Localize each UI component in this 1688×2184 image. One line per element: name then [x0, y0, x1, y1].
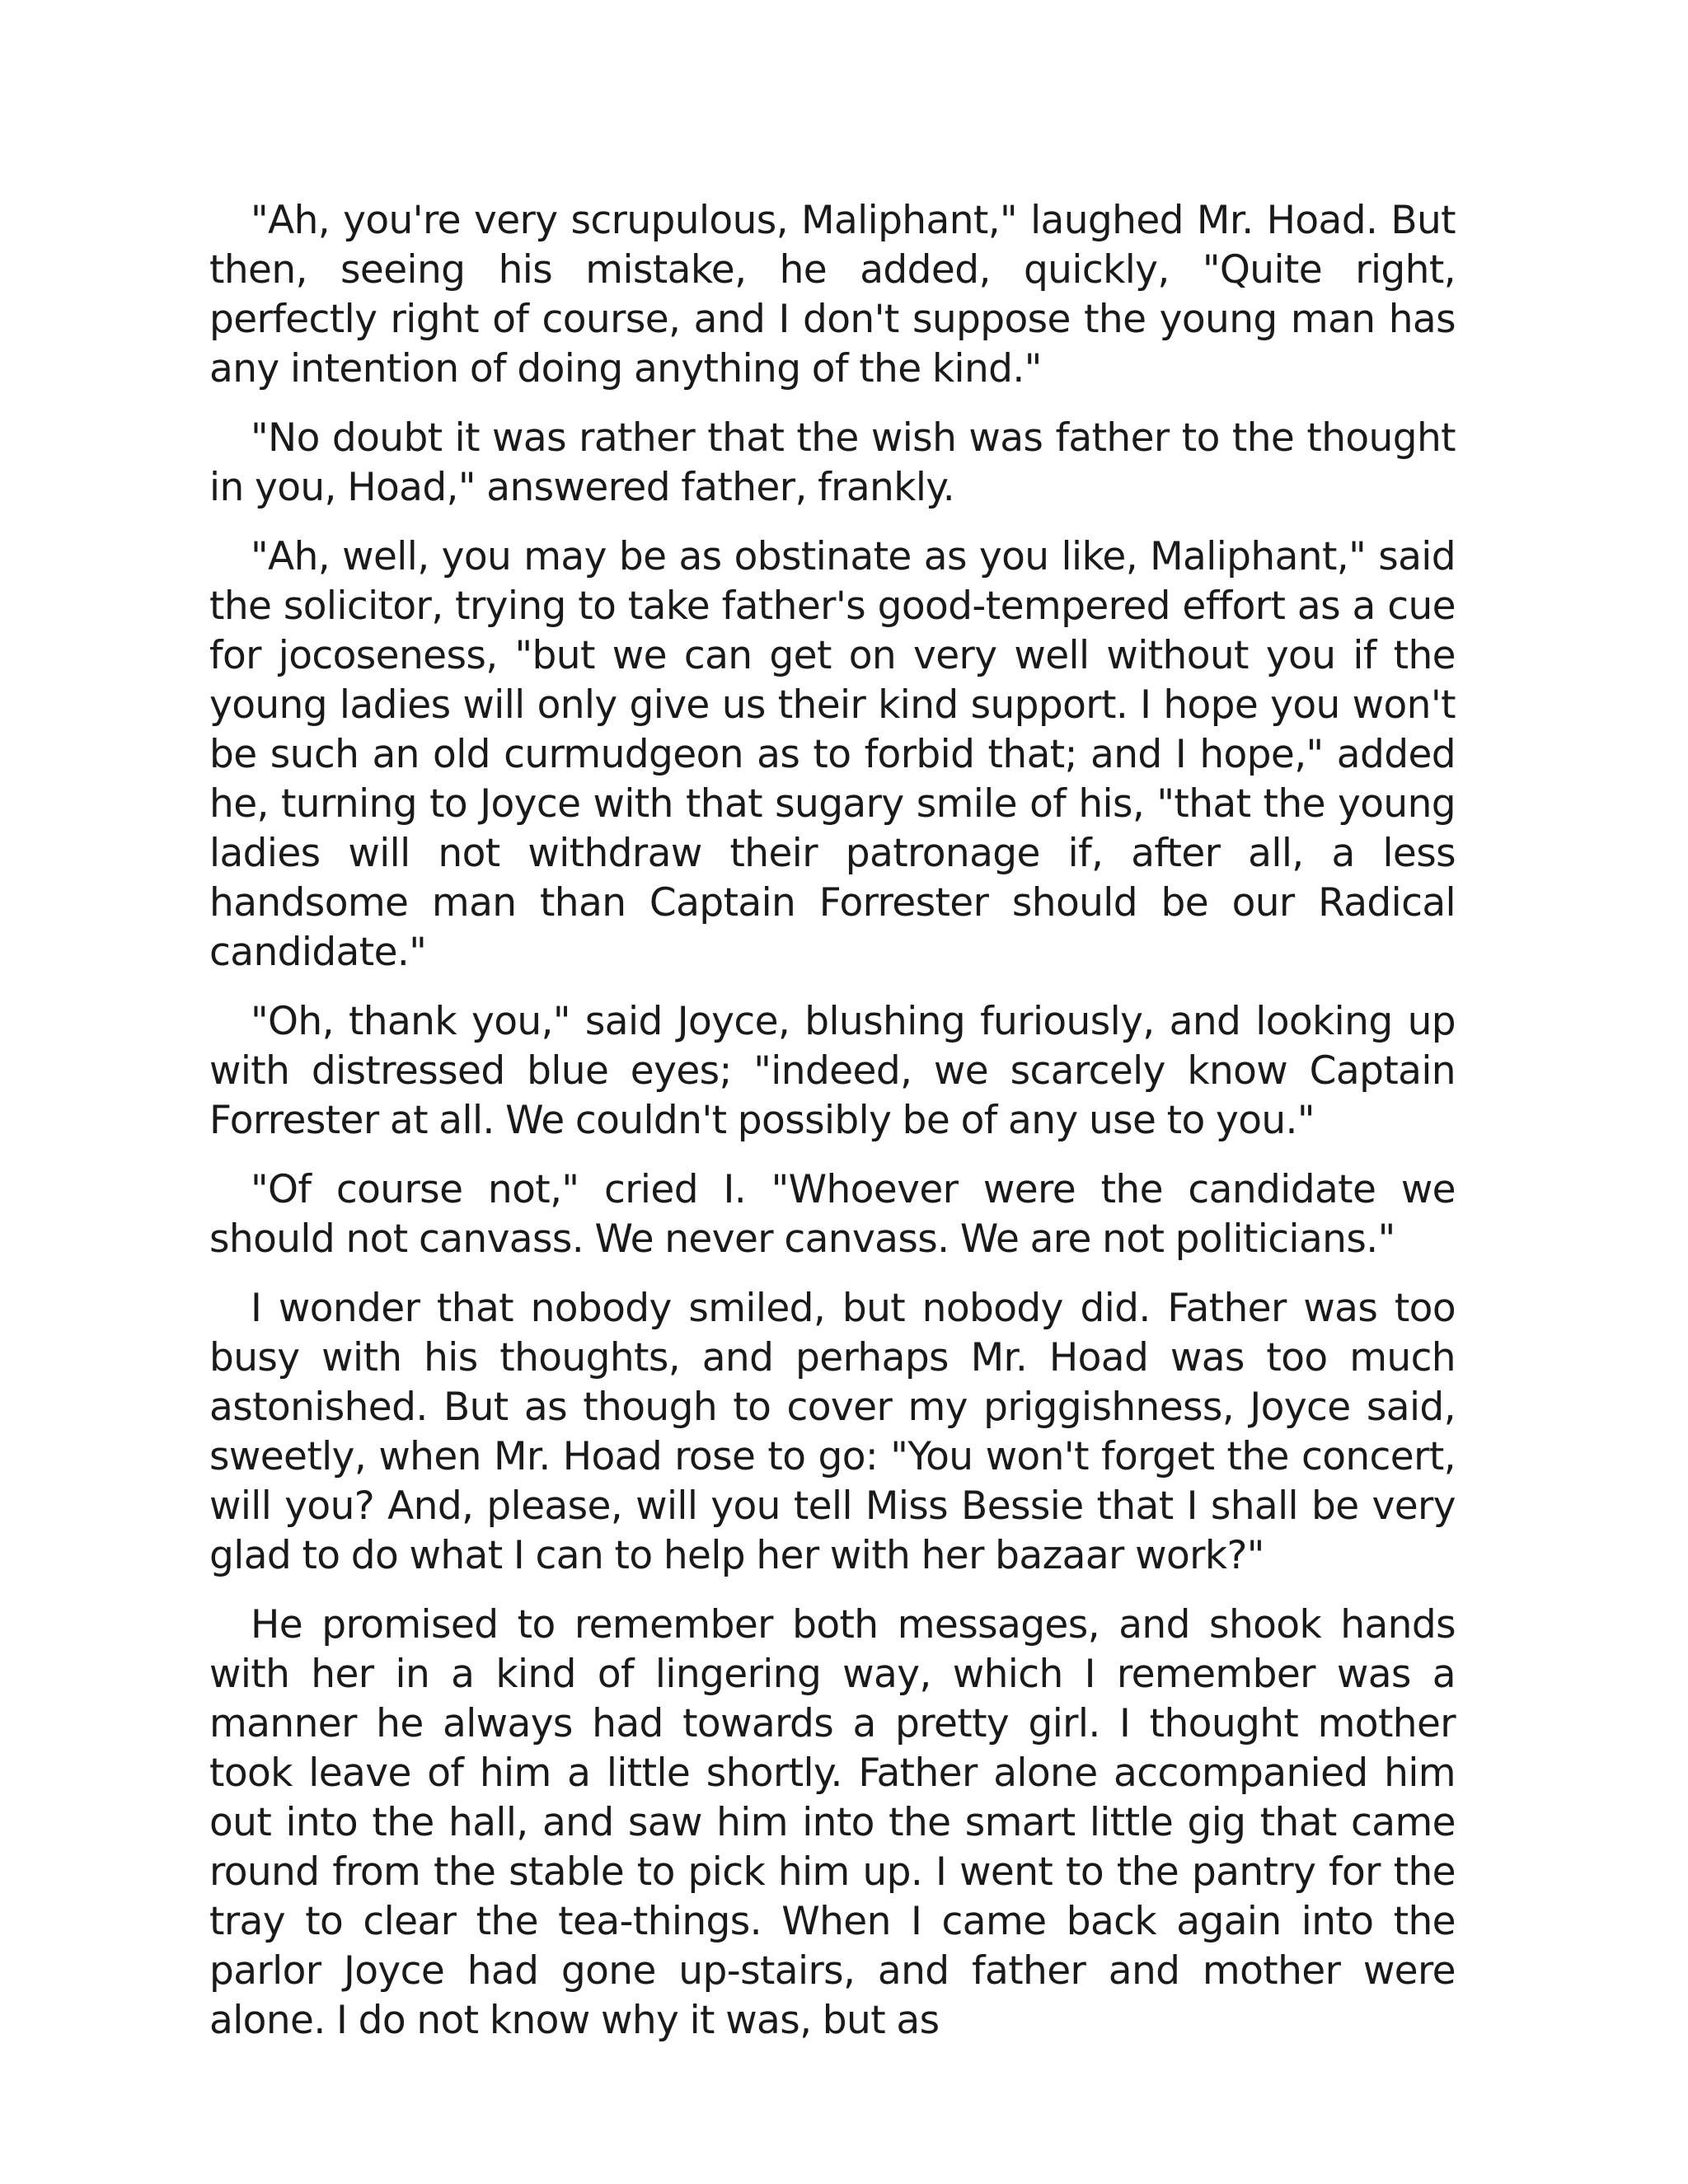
paragraph: I wonder that nobody smiled, but nobody did. Father was too busy with his thoughts, and perhaps Mr. Hoad was too much astonished. But as though to cover my priggishness, Joyce said, sweetly, when Mr. Hoad rose to go: "You won't forget the concert, will you? And, please, will you tell Miss Bessie that I shall be very glad to do what I can to help her with her bazaar work?"	[209, 1286, 1456, 1578]
paragraph: "Of course not," cried I. "Whoever were the candidate we should not canvass. We never canvass. We are not politicians."	[209, 1167, 1456, 1262]
paragraph: "Ah, well, you may be as obstinate as you like, Maliphant," said the solicitor, trying to take father's good-tempered effort as a cue for jocoseness, "but we can get on very well without you if the young ladies will only give us their kind support. I hope you won't be such an old curmudgeon as to forbid that; and I hope," added he, turning to Joyce with that sugary smile of his, "that the young ladies will not withdraw their patronage if, after all, a less handsome man than Captain Forrester should be our Radical candidate."	[209, 534, 1456, 975]
paragraph: "Oh, thank you," said Joyce, blushing furiously, and looking up with distressed blue eyes; "indeed, we scarcely know Captain Forrester at all. We couldn't possibly be of any use to you."	[209, 999, 1456, 1143]
paragraph: He promised to remember both messages, and shook hands with her in a kind of lingering way, which I remember was a manner he always had towards a pretty girl. I thought mother took leave of him a little shortly. Father alone accompanied him out into the hall, and saw him into the smart little gig that came round from the stable to pick him up. I went to the pantry for the tray to clear the tea-things. When I came back again into the parlor Joyce had gone up-stairs, and father and mother were alone. I do not know why it was, but as	[209, 1602, 1456, 2043]
paragraph: "Ah, you're very scrupulous, Maliphant," laughed Mr. Hoad. But then, seeing his mistake, he added, quickly, "Quite right, perfectly right of course, and I don't suppose the young man has any intention of doing anything of the kind."	[209, 198, 1456, 391]
page-body	[209, 196, 1456, 2065]
paragraph: "No doubt it was rather that the wish was father to the thought in you, Hoad," answered father, frankly.	[209, 415, 1456, 510]
